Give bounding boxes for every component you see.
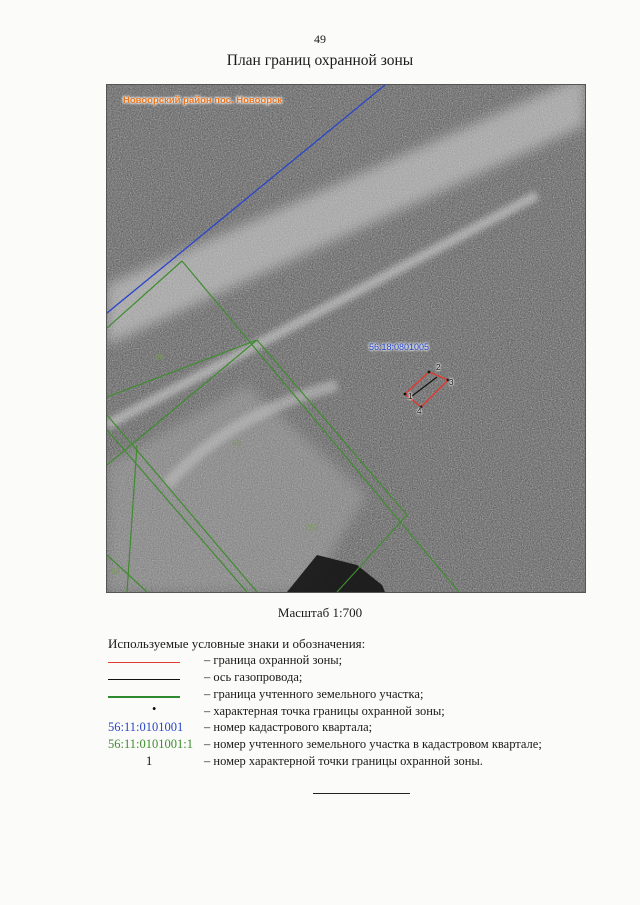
legend-symbol xyxy=(108,737,193,753)
legend-row xyxy=(108,720,588,736)
legend-symbol xyxy=(108,704,188,720)
point-label-3: 3 xyxy=(449,378,454,387)
legend-text-symbol: 56:11:0101001:1 xyxy=(108,737,193,751)
legend-title: Используемые условные знаки и обозначения: xyxy=(108,636,366,651)
legend-description: – граница охранной зоны; xyxy=(204,653,343,667)
legend-symbol xyxy=(108,670,188,686)
map-scale: Масштаб 1:700 xyxy=(277,605,363,620)
point-label-2: 2 xyxy=(436,363,441,372)
legend-description: – граница учтенного земельного участка; xyxy=(204,687,424,701)
legend-symbol xyxy=(108,720,188,736)
legend-description: – номер учтенного земельного участка в кадастровом квартале; xyxy=(204,737,542,751)
legend-symbol xyxy=(108,754,188,770)
legend-text-symbol: 56:11:0101001 xyxy=(108,720,184,734)
legend-row xyxy=(108,737,588,753)
point-label-4: 4 xyxy=(417,407,422,416)
legend-line-symbol xyxy=(108,679,180,680)
page-number: 49 xyxy=(314,32,326,46)
parcel-number: 98 xyxy=(232,439,241,448)
legend-text-symbol: 1 xyxy=(146,754,153,768)
legend-row xyxy=(108,754,588,770)
legend-row xyxy=(108,687,588,703)
legend-row xyxy=(108,704,588,720)
legend-dot-symbol: • xyxy=(152,702,157,716)
legend-description: – номер характерной точки границы охранной зоны. xyxy=(204,754,483,768)
legend-description: – ось газопровода; xyxy=(204,670,303,684)
legend-symbol xyxy=(108,653,188,669)
legend-symbol xyxy=(108,687,188,703)
region-label: Новоорский район пос. Новоорск xyxy=(123,95,283,106)
page-title: План границ охранной зоны xyxy=(226,52,414,69)
point-label-1: 1 xyxy=(408,392,413,401)
parcel-number: 292 xyxy=(305,523,319,532)
satellite-map[interactable] xyxy=(106,84,586,593)
parcel-number: 80 xyxy=(111,567,120,576)
legend-line-symbol xyxy=(108,696,180,698)
parcel-number: 96 xyxy=(155,353,164,362)
map-canvas xyxy=(107,85,585,592)
signature-line xyxy=(313,793,410,794)
legend-row xyxy=(108,670,588,686)
legend-line-symbol xyxy=(108,662,180,663)
legend-description: – характерная точка границы охранной зоны; xyxy=(204,704,445,718)
legend-row xyxy=(108,653,588,669)
legend-description: – номер кадастрового квартала; xyxy=(204,720,373,734)
quarter-label: 56:18:0801005 xyxy=(369,342,430,352)
